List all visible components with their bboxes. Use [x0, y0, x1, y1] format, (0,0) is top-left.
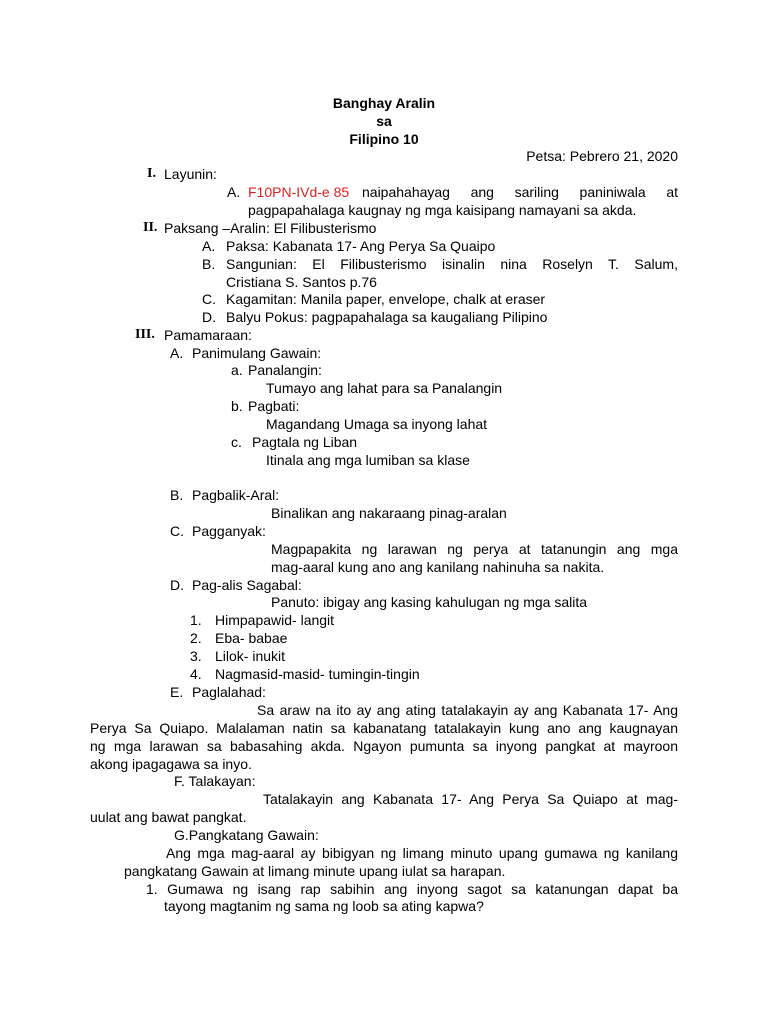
list-item-number: 4. [190, 666, 202, 682]
paglalahad-heading: Paglalahad: [192, 684, 266, 700]
section-heading-layunin: Layunin: [164, 166, 217, 182]
paglalahad-text-line-1: Sa araw na ito ay ang ating tatalakayin ay ang Kabanata 17- Ang [257, 702, 678, 718]
item-letter: B. [170, 487, 184, 503]
pagbalik-aral-heading: Pagbalik-Aral: [192, 487, 280, 503]
section-numeral-1: I. [147, 166, 156, 181]
title-line-2: sa [376, 113, 392, 129]
kagamitan-text: Kagamitan: Manila paper, envelope, chalk at eraser [226, 291, 546, 307]
item-letter: B. [202, 256, 216, 272]
list-item: Eba- babae [215, 630, 288, 646]
pagganyak-text-line-1: Magpapakita ng larawan ng perya at tatanungin ang mga [271, 541, 678, 557]
sub-item-letter: b. [231, 398, 243, 414]
list-item-number: 2. [190, 630, 202, 646]
panalangin-text: Tumayo ang lahat para sa Panalangin [266, 380, 503, 396]
pagbalik-aral-text: Binalikan ang nakaraang pinag-aralan [271, 505, 507, 521]
list-item: Himpapawid- langit [215, 612, 335, 628]
pangkatang-gawain-heading: G.Pangkatang Gawain: [174, 827, 319, 843]
balyu-pokus-text: Balyu Pokus: pagpapahalaga sa kaugaliang Pilipino [226, 309, 548, 325]
pagganyak-heading: Pagganyak: [192, 523, 266, 539]
pagbati-text: Magandang Umaga sa inyong lahat [266, 416, 488, 432]
panuto-text: Panuto: ibigay ang kasing kahulugan ng mga salita [271, 594, 587, 610]
panalangin-heading: Panalangin: [248, 362, 322, 378]
item-letter: A. [227, 184, 241, 200]
list-item: Lilok- inukit [215, 648, 286, 664]
pangkatang-gawain-text-line-2: pangkatang Gawain at limang minute upang iulat sa harapan. [124, 863, 506, 879]
objective-text-line-1: naipahahayag ang sariling paniniwala at [362, 184, 678, 200]
talakayan-text-line-2: uulat ang bawat pangkat. [90, 809, 247, 825]
sangunian-text-line-2: Cristiana S. Santos p.76 [226, 274, 377, 290]
paksa-text: Paksa: Kabanata 17- Ang Perya Sa Quaipo [226, 238, 496, 254]
item-letter: A. [170, 345, 184, 361]
section-heading-paksang-aralin: Paksang –Aralin: El Filibusterismo [164, 220, 377, 236]
pangkatang-gawain-text-line-1: Ang mga mag-aaral ay bibigyan ng limang minuto upang gumawa ng kanilang [166, 845, 678, 861]
section-numeral-3: III. [135, 327, 155, 342]
paglalahad-text-line-3: ng mga larawan sa babasahing akda. Ngayon pumunta sa inyong pangkat at mayroon [90, 738, 678, 754]
pagtala-text: Itinala ang mga lumiban sa klase [266, 452, 470, 468]
task-1-text-line-2: tayong magtanim ng sama ng loob sa ating kapwa? [164, 898, 484, 914]
list-item-number: 1. [190, 612, 202, 628]
objective-text-line-2: pagpapahalaga kaugnay ng mga kaisipang namayani sa akda. [248, 202, 637, 218]
item-letter: C. [202, 291, 216, 307]
panimulang-gawain-heading: Panimulang Gawain: [192, 345, 322, 361]
title-line-1: Banghay Aralin [332, 95, 436, 111]
item-letter: D. [202, 309, 216, 325]
competency-code-text: F10PN-IVd-e 85 [248, 184, 350, 200]
pagbati-heading: Pagbati: [248, 398, 300, 414]
item-letter: C. [170, 523, 184, 539]
paglalahad-text-line-4: akong ipagagawa sa inyo. [90, 756, 252, 772]
talakayan-text-line-1: Tatalakayin ang Kabanata 17- Ang Perya Sa Quiapo at mag- [263, 791, 678, 807]
task-1-text-line-1: 1. Gumawa ng isang rap sabihin ang inyong sagot sa katanungan dapat ba [146, 881, 678, 897]
sub-item-letter: a. [231, 362, 243, 378]
sangunian-text-line-1: Sangunian: El Filibusterismo isinalin nina Roselyn T. Salum, [226, 256, 678, 272]
pagtala-heading: Pagtala ng Liban [252, 434, 358, 450]
item-letter: D. [170, 577, 184, 593]
list-item-number: 3. [190, 648, 202, 664]
section-numeral-2: II. [143, 220, 158, 235]
item-letter: A. [202, 238, 216, 254]
pag-alis-sagabal-heading: Pag-alis Sagabal: [192, 577, 302, 593]
title-line-3: Filipino 10 [349, 131, 419, 147]
pagganyak-text-line-2: mag-aaral kung ano ang kanilang nahinuha sa nakita. [271, 559, 605, 575]
competency-code [248, 183, 349, 201]
sub-item-letter: c. [231, 434, 242, 450]
item-letter: E. [170, 684, 184, 700]
list-item: Nagmasid-masid- tumingin-tingin [215, 666, 420, 682]
date-line: Petsa: Pebrero 21, 2020 [526, 148, 678, 164]
paglalahad-text-line-2: Perya Sa Quiapo. Malalaman natin sa kabanatang tatalakayin kung ano ang kaugnayan [90, 720, 678, 736]
talakayan-heading: F. Talakayan: [174, 773, 256, 789]
section-heading-pamamaraan: Pamamaraan: [164, 327, 252, 343]
